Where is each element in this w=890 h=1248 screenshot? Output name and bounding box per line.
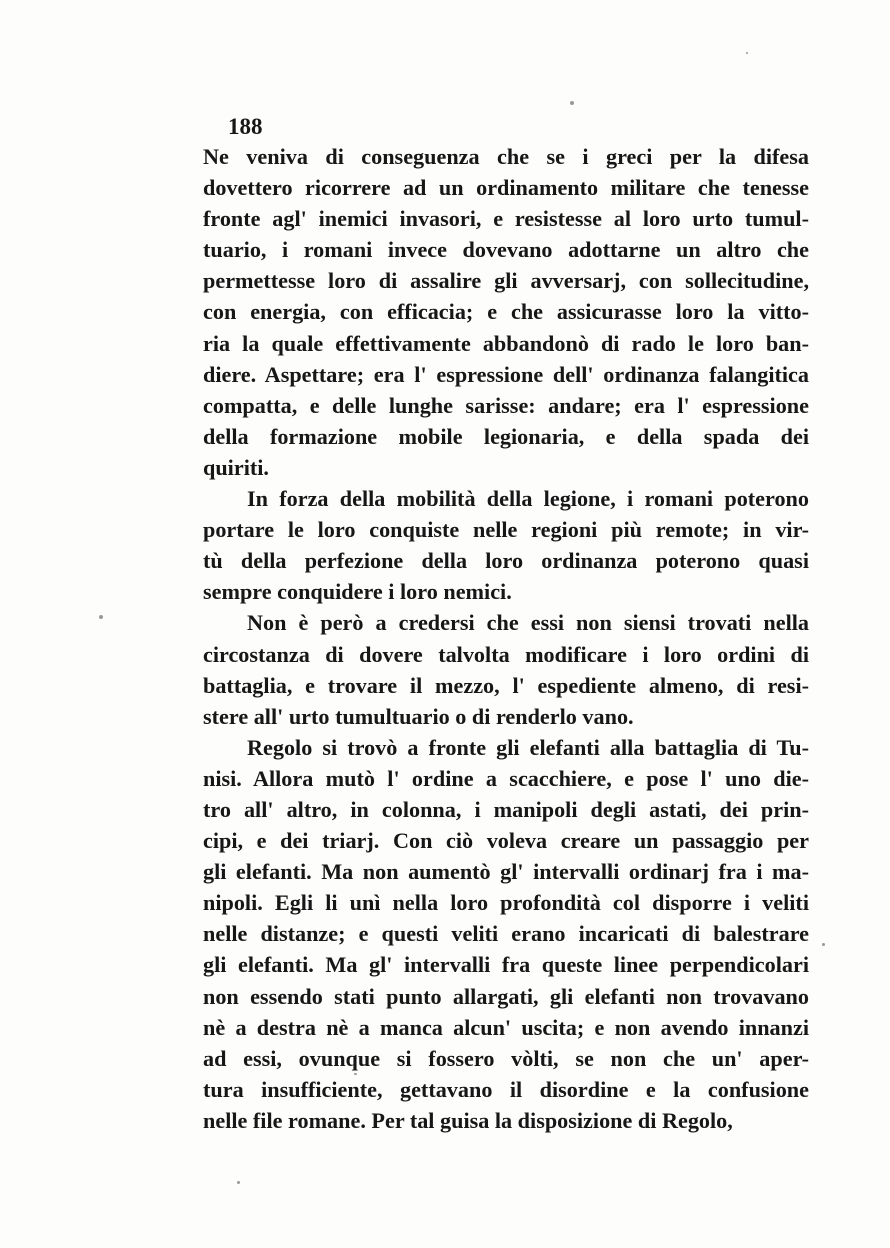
text-line: Regolo si trovò a fronte gli elefanti alla battaglia di Tu- xyxy=(247,734,809,760)
text-line: tuario, i romani invece dovevano adottarne un altro che xyxy=(203,237,809,263)
paragraph xyxy=(203,732,809,1136)
scan-speck xyxy=(99,615,103,619)
text-line: nelle file romane. Per tal guisa la disposizione di Regolo, xyxy=(203,1107,733,1133)
text-line: nipoli. Egli li unì nella loro profondità col disporre i veliti xyxy=(203,890,809,916)
text-line: portare le loro conquiste nelle regioni più remote; in vir- xyxy=(203,517,809,543)
paragraph xyxy=(203,141,809,483)
paragraph xyxy=(203,483,809,607)
paragraph xyxy=(203,607,809,731)
scan-speck xyxy=(570,101,574,105)
scan-speck xyxy=(237,1181,240,1184)
text-line: nisi. Allora mutò l' ordine a scacchiere, e pose l' uno die- xyxy=(203,765,809,791)
text-line: gli elefanti. Ma gl' intervalli fra queste linee perpendicolari xyxy=(203,952,809,978)
text-line: con energia, con efficacia; e che assicurasse loro la vitto- xyxy=(203,299,809,325)
text-line: tù della perfezione della loro ordinanza poterono quasi xyxy=(203,548,809,574)
text-line: ad essi, ovunque si fossero vòlti, se non che un' aper- xyxy=(203,1045,809,1071)
scan-speck xyxy=(746,52,748,54)
text-line: cipi, e dei triarj. Con ciò voleva creare un passaggio per xyxy=(203,828,809,854)
text-line: diere. Aspettare; era l' espressione dell' ordinanza falangitica xyxy=(203,361,809,387)
text-line: compatta, e delle lunghe sarisse: andare; era l' espressione xyxy=(203,392,809,418)
text-line: In forza della mobilità della legione, i romani poterono xyxy=(247,486,809,512)
text-line: Ne veniva di conseguenza che se i greci per la difesa xyxy=(203,144,809,169)
text-line: circostanza di dovere talvolta modificare i loro ordini di xyxy=(203,641,809,667)
scan-speck xyxy=(822,943,825,946)
text-line: tura insufficiente, gettavano il disordine e la confusione xyxy=(203,1076,809,1102)
text-line: tro all' altro, in colonna, i manipoli degli astati, dei prin- xyxy=(203,796,809,822)
text-line: permettesse loro di assalire gli avversarj, con sollecitudine, xyxy=(203,268,809,294)
text-line: sempre conquidere i loro nemici. xyxy=(203,579,512,605)
text-line: gli elefanti. Ma non aumentò gl' intervalli ordinarj fra i ma- xyxy=(203,859,809,885)
text-line: nè a destra nè a manca alcun' uscita; e non avendo innanzi xyxy=(203,1014,809,1040)
text-line: stere all' urto tumultuario o di renderlo vano. xyxy=(203,703,634,729)
text-line: Non è però a credersi che essi non siensi trovati nella xyxy=(247,610,809,636)
page-body-text xyxy=(203,141,809,1136)
text-line: battaglia, e trovare il mezzo, l' espediente almeno, di resi- xyxy=(203,672,809,698)
text-line: nelle distanze; e questi veliti erano incaricati di balestrare xyxy=(203,921,809,947)
text-line: non essendo stati punto allargati, gli elefanti non trovavano xyxy=(203,983,809,1009)
text-line: quiriti. xyxy=(203,454,269,480)
text-line: fronte agl' inemici invasori, e resistesse al loro urto tumul- xyxy=(203,206,809,232)
text-line: ria la quale effettivamente abbandonò di rado le loro ban- xyxy=(203,330,809,356)
text-line: della formazione mobile legionaria, e della spada dei xyxy=(203,423,809,449)
scan-speck xyxy=(354,1073,357,1075)
page-number: 188 xyxy=(228,114,263,139)
text-line: dovettero ricorrere ad un ordinamento militare che tenesse xyxy=(203,175,809,201)
